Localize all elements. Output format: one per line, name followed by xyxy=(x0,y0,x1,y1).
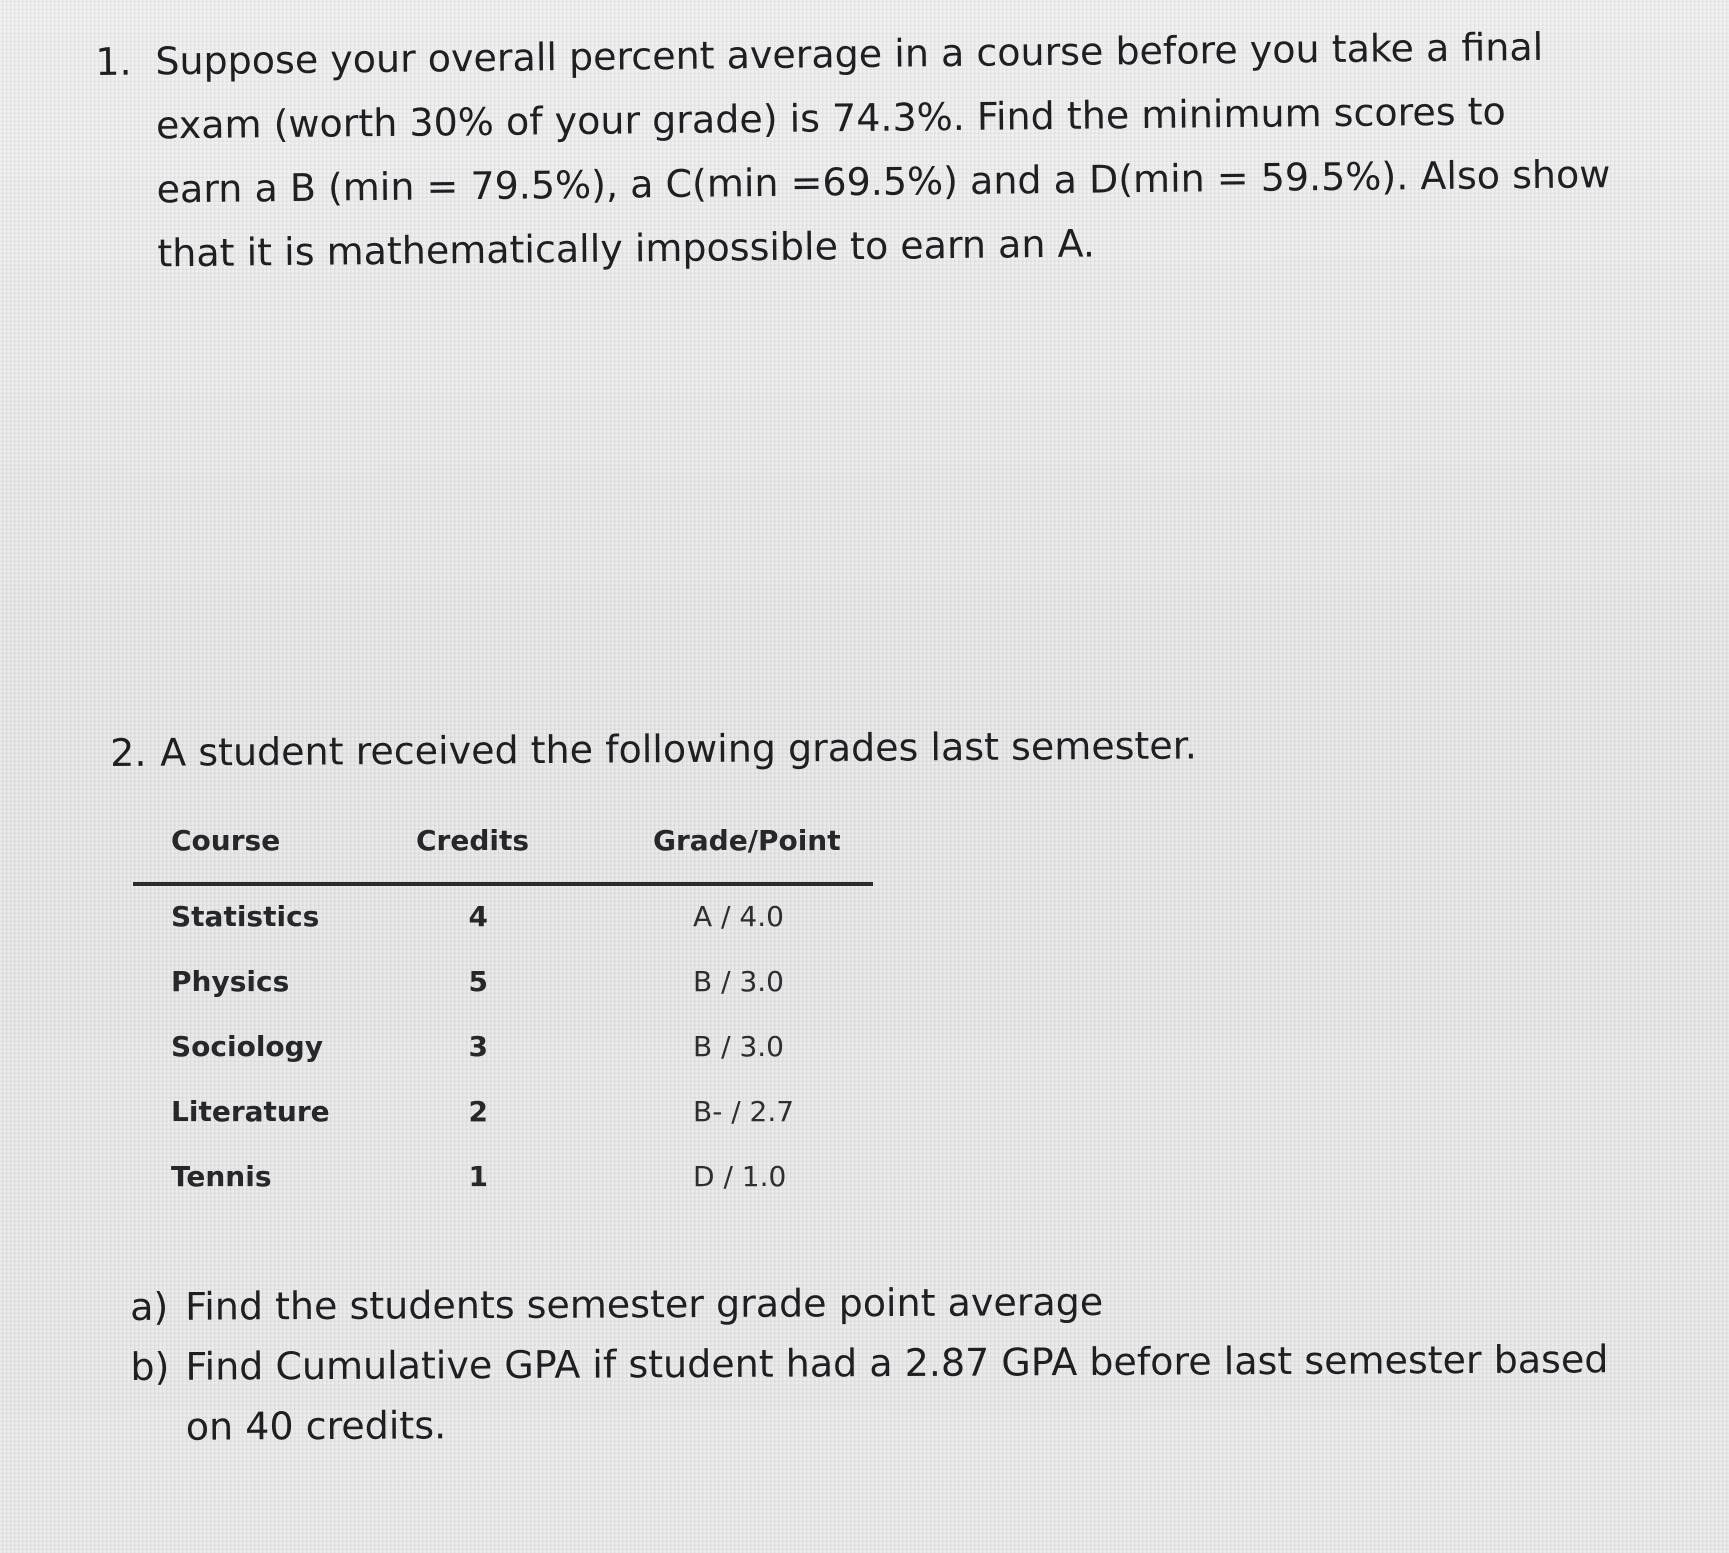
question-1-number: 1. xyxy=(95,39,132,84)
question-2-number: 2. xyxy=(110,730,147,775)
table-row xyxy=(133,1081,873,1146)
row-course: Physics xyxy=(171,965,290,998)
row-grade: D / 1.0 xyxy=(693,1160,787,1193)
part-b xyxy=(130,1329,1609,1457)
table-header-row xyxy=(133,812,873,886)
table-row xyxy=(133,886,873,951)
row-credits: 1 xyxy=(468,1160,488,1193)
part-a-label: a) xyxy=(130,1284,169,1329)
question-1-text: Suppose your overall percent average in a course before you take a final exam (worth 30% of your grade) is 74.3%. Find the minimum scores to earn a B (min = 79.5%), a C(min =69.5%) and a D(min = 59.5%). Also show that it is mathematically impossible to earn an A. xyxy=(155,24,1611,276)
row-credits: 5 xyxy=(468,965,488,998)
question-2-text: A student received the following grades last semester. xyxy=(160,723,1198,775)
header-grade-point: Grade/Point xyxy=(653,824,841,857)
row-course: Tennis xyxy=(171,1160,272,1193)
question-2-parts xyxy=(130,1269,1609,1457)
row-course: Statistics xyxy=(171,900,320,933)
row-grade: B / 3.0 xyxy=(693,965,784,998)
part-b-label: b) xyxy=(130,1344,170,1389)
part-a xyxy=(130,1269,1608,1337)
grades-table xyxy=(133,812,873,1211)
row-course: Sociology xyxy=(171,1030,323,1063)
question-2 xyxy=(110,715,1197,783)
row-grade: A / 4.0 xyxy=(693,900,784,933)
part-b-text: Find Cumulative GPA if student had a 2.87 GPA before last semester based on 40 credits. xyxy=(185,1337,1609,1449)
table-row xyxy=(133,1146,873,1211)
question-1 xyxy=(95,14,1618,286)
table-row xyxy=(133,1016,873,1081)
row-credits: 3 xyxy=(468,1030,488,1063)
header-credits: Credits xyxy=(416,824,530,857)
row-grade: B / 3.0 xyxy=(693,1030,784,1063)
row-grade: B- / 2.7 xyxy=(693,1095,795,1128)
header-course: Course xyxy=(171,824,281,857)
row-credits: 4 xyxy=(468,900,488,933)
table-row xyxy=(133,951,873,1016)
row-credits: 2 xyxy=(468,1095,488,1128)
row-course: Literature xyxy=(171,1095,330,1128)
part-a-text: Find the students semester grade point average xyxy=(185,1279,1104,1329)
